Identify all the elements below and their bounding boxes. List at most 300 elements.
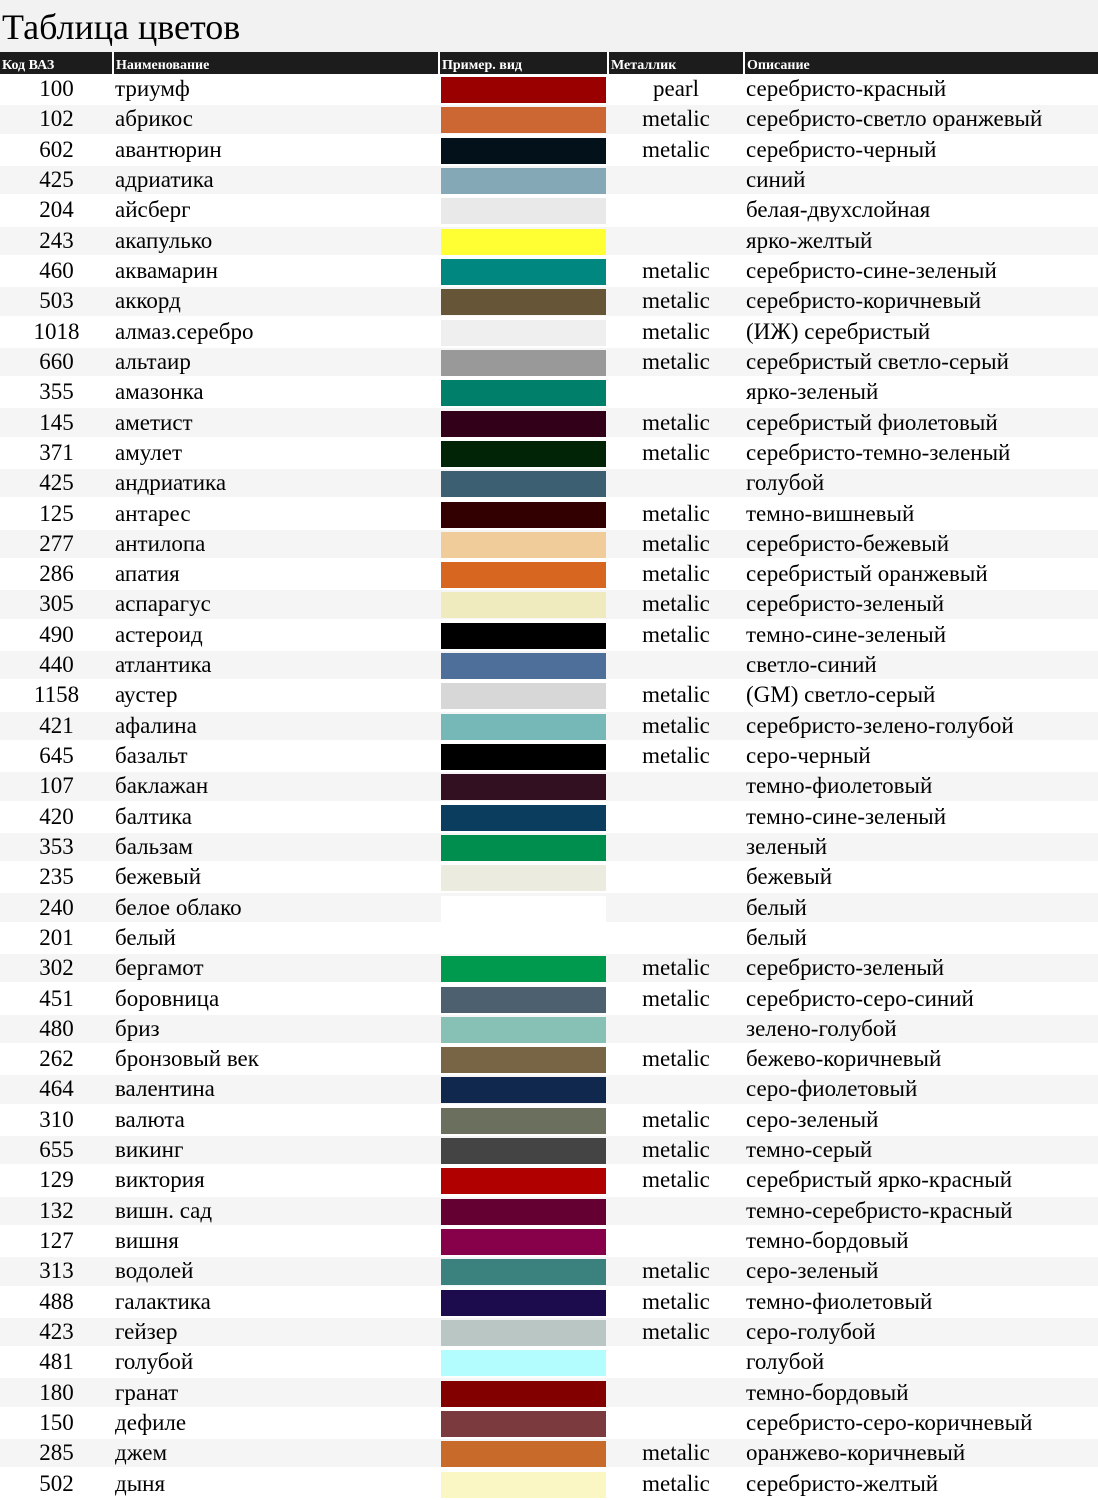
description-cell: белая-двухслойная: [744, 195, 1098, 225]
metallic-cell: [608, 1226, 744, 1256]
metallic-cell: [608, 650, 744, 680]
metallic-cell: metalic: [608, 741, 744, 771]
table-row: [0, 135, 1098, 165]
name-cell: джем: [113, 1438, 439, 1468]
code-cell: 132: [0, 1196, 113, 1226]
description-cell: серебристо-бежевый: [744, 529, 1098, 559]
sample-cell: [439, 1226, 608, 1256]
color-swatch: [441, 774, 606, 800]
description-cell: голубой: [744, 468, 1098, 498]
name-cell: триумф: [113, 74, 439, 104]
table-row: [0, 498, 1098, 528]
table-row: [0, 983, 1098, 1013]
description-cell: серебристо-темно-зеленый: [744, 438, 1098, 468]
table-row: [0, 1347, 1098, 1377]
table-row: [0, 1438, 1098, 1468]
description-cell: серебристо-красный: [744, 74, 1098, 104]
color-swatch: [441, 1411, 606, 1437]
name-cell: бальзам: [113, 832, 439, 862]
description-cell: темно-сине-зеленый: [744, 620, 1098, 650]
color-swatch: [441, 623, 606, 649]
metallic-cell: [608, 832, 744, 862]
color-swatch: [441, 1047, 606, 1073]
name-cell: антарес: [113, 498, 439, 528]
code-cell: 262: [0, 1044, 113, 1074]
name-cell: голубой: [113, 1347, 439, 1377]
sample-cell: [439, 1074, 608, 1104]
code-cell: 502: [0, 1468, 113, 1498]
sample-cell: [439, 226, 608, 256]
description-cell: белый: [744, 923, 1098, 953]
color-swatch: [441, 1320, 606, 1346]
color-swatch: [441, 744, 606, 770]
sample-cell: [439, 650, 608, 680]
name-cell: гейзер: [113, 1317, 439, 1347]
sample-cell: [439, 1438, 608, 1468]
name-cell: андриатика: [113, 468, 439, 498]
sample-cell: [439, 862, 608, 892]
code-cell: 243: [0, 226, 113, 256]
metallic-cell: [608, 1408, 744, 1438]
color-swatch: [441, 1199, 606, 1225]
sample-cell: [439, 347, 608, 377]
table-row: [0, 802, 1098, 832]
name-cell: алмаз.серебро: [113, 317, 439, 347]
description-cell: серебристо-светло оранжевый: [744, 104, 1098, 134]
table-header: [0, 52, 1098, 74]
sample-cell: [439, 1408, 608, 1438]
table-row: [0, 438, 1098, 468]
metallic-cell: metalic: [608, 256, 744, 286]
metallic-cell: [608, 923, 744, 953]
name-cell: бежевый: [113, 862, 439, 892]
sample-cell: [439, 1014, 608, 1044]
description-cell: синий: [744, 165, 1098, 195]
table-row: [0, 1377, 1098, 1407]
code-cell: 353: [0, 832, 113, 862]
color-swatch: [441, 1138, 606, 1164]
name-cell: водолей: [113, 1256, 439, 1286]
code-cell: 464: [0, 1074, 113, 1104]
code-cell: 1158: [0, 680, 113, 710]
description-cell: серебристо-зеленый: [744, 953, 1098, 983]
description-cell: серебристо-желтый: [744, 1468, 1098, 1498]
color-swatch: [441, 1229, 606, 1255]
description-cell: серебристый оранжевый: [744, 559, 1098, 589]
header-row: [0, 52, 1098, 74]
name-cell: амазонка: [113, 377, 439, 407]
code-cell: 127: [0, 1226, 113, 1256]
color-table: [0, 52, 1098, 1500]
metallic-cell: metalic: [608, 1044, 744, 1074]
name-cell: аккорд: [113, 286, 439, 316]
table-row: [0, 771, 1098, 801]
sample-cell: [439, 1044, 608, 1074]
name-cell: амулет: [113, 438, 439, 468]
sample-cell: [439, 771, 608, 801]
description-cell: (GM) светло-серый: [744, 680, 1098, 710]
name-cell: балтика: [113, 802, 439, 832]
color-swatch: [441, 653, 606, 679]
color-swatch: [441, 926, 606, 952]
code-cell: 107: [0, 771, 113, 801]
metallic-cell: [608, 195, 744, 225]
name-cell: виктория: [113, 1165, 439, 1195]
code-cell: 490: [0, 620, 113, 650]
description-cell: темно-серый: [744, 1135, 1098, 1165]
code-cell: 277: [0, 529, 113, 559]
sample-cell: [439, 741, 608, 771]
color-swatch: [441, 471, 606, 497]
code-cell: 481: [0, 1347, 113, 1377]
code-cell: 355: [0, 377, 113, 407]
sample-cell: [439, 74, 608, 104]
description-cell: серебристо-сине-зеленый: [744, 256, 1098, 286]
page-title: Таблица цветов: [0, 0, 1098, 52]
color-swatch: [441, 1290, 606, 1316]
code-cell: 129: [0, 1165, 113, 1195]
sample-cell: [439, 195, 608, 225]
metallic-cell: metalic: [608, 711, 744, 741]
table-row: [0, 862, 1098, 892]
metallic-cell: metalic: [608, 1105, 744, 1135]
name-cell: авантюрин: [113, 135, 439, 165]
metallic-cell: metalic: [608, 135, 744, 165]
color-swatch: [441, 229, 606, 255]
color-swatch: [441, 1259, 606, 1285]
sample-cell: [439, 1287, 608, 1317]
metallic-cell: metalic: [608, 347, 744, 377]
metallic-cell: metalic: [608, 1287, 744, 1317]
color-swatch: [441, 956, 606, 982]
name-cell: вишн. сад: [113, 1196, 439, 1226]
name-cell: гранат: [113, 1377, 439, 1407]
metallic-cell: metalic: [608, 407, 744, 437]
color-swatch: [441, 683, 606, 709]
table-row: [0, 1226, 1098, 1256]
table-row: [0, 256, 1098, 286]
table-row: [0, 589, 1098, 619]
code-cell: 660: [0, 347, 113, 377]
table-row: [0, 1105, 1098, 1135]
sample-cell: [439, 286, 608, 316]
table-body: [0, 74, 1098, 1499]
table-row: [0, 1074, 1098, 1104]
code-cell: 655: [0, 1135, 113, 1165]
code-cell: 480: [0, 1014, 113, 1044]
color-swatch: [441, 1472, 606, 1498]
name-cell: бриз: [113, 1014, 439, 1044]
name-cell: боровница: [113, 983, 439, 1013]
description-cell: темно-вишневый: [744, 498, 1098, 528]
sample-cell: [439, 983, 608, 1013]
sample-cell: [439, 1105, 608, 1135]
metallic-cell: metalic: [608, 589, 744, 619]
sample-cell: [439, 468, 608, 498]
color-swatch: [441, 805, 606, 831]
color-swatch: [441, 1350, 606, 1376]
metallic-cell: [608, 1074, 744, 1104]
sample-cell: [439, 711, 608, 741]
color-swatch: [441, 1441, 606, 1467]
table-row: [0, 1317, 1098, 1347]
color-swatch: [441, 714, 606, 740]
code-cell: 150: [0, 1408, 113, 1438]
sample-cell: [439, 1135, 608, 1165]
description-cell: серебристо-коричневый: [744, 286, 1098, 316]
description-cell: ярко-желтый: [744, 226, 1098, 256]
table-row: [0, 407, 1098, 437]
description-cell: серебристо-серо-коричневый: [744, 1408, 1098, 1438]
sample-cell: [439, 1165, 608, 1195]
code-cell: 240: [0, 892, 113, 922]
metallic-cell: [608, 892, 744, 922]
metallic-cell: [608, 771, 744, 801]
color-swatch: [441, 441, 606, 467]
metallic-cell: metalic: [608, 680, 744, 710]
color-swatch: [441, 138, 606, 164]
code-cell: 100: [0, 74, 113, 104]
sample-cell: [439, 498, 608, 528]
code-cell: 440: [0, 650, 113, 680]
description-cell: серо-фиолетовый: [744, 1074, 1098, 1104]
metallic-cell: metalic: [608, 498, 744, 528]
code-cell: 180: [0, 1377, 113, 1407]
name-cell: бронзовый век: [113, 1044, 439, 1074]
table-row: [0, 286, 1098, 316]
metallic-cell: metalic: [608, 1317, 744, 1347]
table-row: [0, 104, 1098, 134]
description-cell: ярко-зеленый: [744, 377, 1098, 407]
color-swatch: [441, 896, 606, 922]
table-row: [0, 317, 1098, 347]
table-row: [0, 650, 1098, 680]
table-row: [0, 226, 1098, 256]
header-description: Описание: [747, 58, 810, 73]
code-cell: 425: [0, 468, 113, 498]
table-row: [0, 711, 1098, 741]
name-cell: валюта: [113, 1105, 439, 1135]
name-cell: галактика: [113, 1287, 439, 1317]
sample-cell: [439, 529, 608, 559]
code-cell: 1018: [0, 317, 113, 347]
color-swatch: [441, 502, 606, 528]
description-cell: белый: [744, 892, 1098, 922]
color-swatch: [441, 320, 606, 346]
color-swatch: [441, 1168, 606, 1194]
code-cell: 204: [0, 195, 113, 225]
sample-cell: [439, 1196, 608, 1226]
code-cell: 145: [0, 407, 113, 437]
sample-cell: [439, 923, 608, 953]
code-cell: 302: [0, 953, 113, 983]
color-swatch: [441, 1108, 606, 1134]
name-cell: абрикос: [113, 104, 439, 134]
table-row: [0, 1135, 1098, 1165]
color-swatch: [441, 835, 606, 861]
name-cell: аметист: [113, 407, 439, 437]
metallic-cell: metalic: [608, 1438, 744, 1468]
code-cell: 125: [0, 498, 113, 528]
name-cell: белый: [113, 923, 439, 953]
table-row: [0, 529, 1098, 559]
color-swatch: [441, 592, 606, 618]
description-cell: серо-голубой: [744, 1317, 1098, 1347]
metallic-cell: metalic: [608, 620, 744, 650]
description-cell: серебристый ярко-красный: [744, 1165, 1098, 1195]
code-cell: 602: [0, 135, 113, 165]
description-cell: зелено-голубой: [744, 1014, 1098, 1044]
sample-cell: [439, 165, 608, 195]
description-cell: серо-зеленый: [744, 1256, 1098, 1286]
metallic-cell: metalic: [608, 983, 744, 1013]
description-cell: бежевый: [744, 862, 1098, 892]
name-cell: афалина: [113, 711, 439, 741]
metallic-cell: pearl: [608, 74, 744, 104]
sample-cell: [439, 832, 608, 862]
code-cell: 235: [0, 862, 113, 892]
name-cell: валентина: [113, 1074, 439, 1104]
code-cell: 285: [0, 1438, 113, 1468]
table-row: [0, 1196, 1098, 1226]
table-row: [0, 165, 1098, 195]
metallic-cell: metalic: [608, 1135, 744, 1165]
code-cell: 423: [0, 1317, 113, 1347]
color-swatch: [441, 865, 606, 891]
color-swatch: [441, 562, 606, 588]
table-row: [0, 1408, 1098, 1438]
color-swatch: [441, 987, 606, 1013]
name-cell: дефиле: [113, 1408, 439, 1438]
sample-cell: [439, 135, 608, 165]
code-cell: 102: [0, 104, 113, 134]
name-cell: альтаир: [113, 347, 439, 377]
color-swatch: [441, 168, 606, 194]
color-swatch: [441, 1077, 606, 1103]
sample-cell: [439, 1256, 608, 1286]
sample-cell: [439, 953, 608, 983]
description-cell: серебристо-серо-синий: [744, 983, 1098, 1013]
color-swatch: [441, 532, 606, 558]
table-row: [0, 1165, 1098, 1195]
name-cell: викинг: [113, 1135, 439, 1165]
sample-cell: [439, 620, 608, 650]
metallic-cell: metalic: [608, 529, 744, 559]
metallic-cell: [608, 468, 744, 498]
table-row: [0, 1468, 1098, 1498]
metallic-cell: metalic: [608, 1256, 744, 1286]
sample-cell: [439, 680, 608, 710]
sample-cell: [439, 104, 608, 134]
description-cell: серо-зеленый: [744, 1105, 1098, 1135]
metallic-cell: metalic: [608, 1165, 744, 1195]
description-cell: (ИЖ) серебристый: [744, 317, 1098, 347]
color-swatch: [441, 1381, 606, 1407]
metallic-cell: metalic: [608, 559, 744, 589]
description-cell: голубой: [744, 1347, 1098, 1377]
table-row: [0, 620, 1098, 650]
code-cell: 201: [0, 923, 113, 953]
table-row: [0, 559, 1098, 589]
sample-cell: [439, 377, 608, 407]
code-cell: 310: [0, 1105, 113, 1135]
table-row: [0, 953, 1098, 983]
name-cell: аустер: [113, 680, 439, 710]
sample-cell: [439, 438, 608, 468]
header-sample: Пример. вид: [439, 52, 608, 74]
code-cell: 488: [0, 1287, 113, 1317]
table-row: [0, 741, 1098, 771]
description-cell: темно-сине-зеленый: [744, 802, 1098, 832]
sample-cell: [439, 802, 608, 832]
sample-cell: [439, 892, 608, 922]
table-row: [0, 468, 1098, 498]
code-cell: 425: [0, 165, 113, 195]
table-row: [0, 1287, 1098, 1317]
color-swatch: [441, 259, 606, 285]
code-cell: 313: [0, 1256, 113, 1286]
table-row: [0, 923, 1098, 953]
metallic-cell: [608, 1196, 744, 1226]
description-cell: темно-бордовый: [744, 1226, 1098, 1256]
metallic-cell: metalic: [608, 317, 744, 347]
color-swatch: [441, 1017, 606, 1043]
metallic-cell: [608, 1377, 744, 1407]
metallic-cell: [608, 1014, 744, 1044]
metallic-cell: metalic: [608, 1468, 744, 1498]
name-cell: белое облако: [113, 892, 439, 922]
code-cell: 451: [0, 983, 113, 1013]
sample-cell: [439, 559, 608, 589]
metallic-cell: [608, 226, 744, 256]
description-cell: темно-бордовый: [744, 1377, 1098, 1407]
description-cell: оранжево-коричневый: [744, 1438, 1098, 1468]
name-cell: дыня: [113, 1468, 439, 1498]
name-cell: астероид: [113, 620, 439, 650]
color-swatch: [441, 411, 606, 437]
color-swatch: [441, 380, 606, 406]
name-cell: антилопа: [113, 529, 439, 559]
name-cell: атлантика: [113, 650, 439, 680]
name-cell: аквамарин: [113, 256, 439, 286]
description-cell: серебристо-зеленый: [744, 589, 1098, 619]
code-cell: 371: [0, 438, 113, 468]
sample-cell: [439, 1317, 608, 1347]
header-code: Код ВАЗ: [0, 52, 113, 74]
name-cell: баклажан: [113, 771, 439, 801]
metallic-cell: [608, 377, 744, 407]
name-cell: вишня: [113, 1226, 439, 1256]
table-row: [0, 892, 1098, 922]
table-row: [0, 680, 1098, 710]
table-row: [0, 347, 1098, 377]
metallic-cell: metalic: [608, 438, 744, 468]
sample-cell: [439, 407, 608, 437]
description-cell: темно-фиолетовый: [744, 1287, 1098, 1317]
description-cell: темно-фиолетовый: [744, 771, 1098, 801]
header-metallic: Металлик: [608, 52, 744, 74]
color-swatch: [441, 350, 606, 376]
table-row: [0, 74, 1098, 104]
sample-cell: [439, 1377, 608, 1407]
code-cell: 503: [0, 286, 113, 316]
code-cell: 421: [0, 711, 113, 741]
description-cell: светло-синий: [744, 650, 1098, 680]
table-row: [0, 377, 1098, 407]
metallic-cell: metalic: [608, 953, 744, 983]
table-row: [0, 195, 1098, 225]
description-cell: бежево-коричневый: [744, 1044, 1098, 1074]
